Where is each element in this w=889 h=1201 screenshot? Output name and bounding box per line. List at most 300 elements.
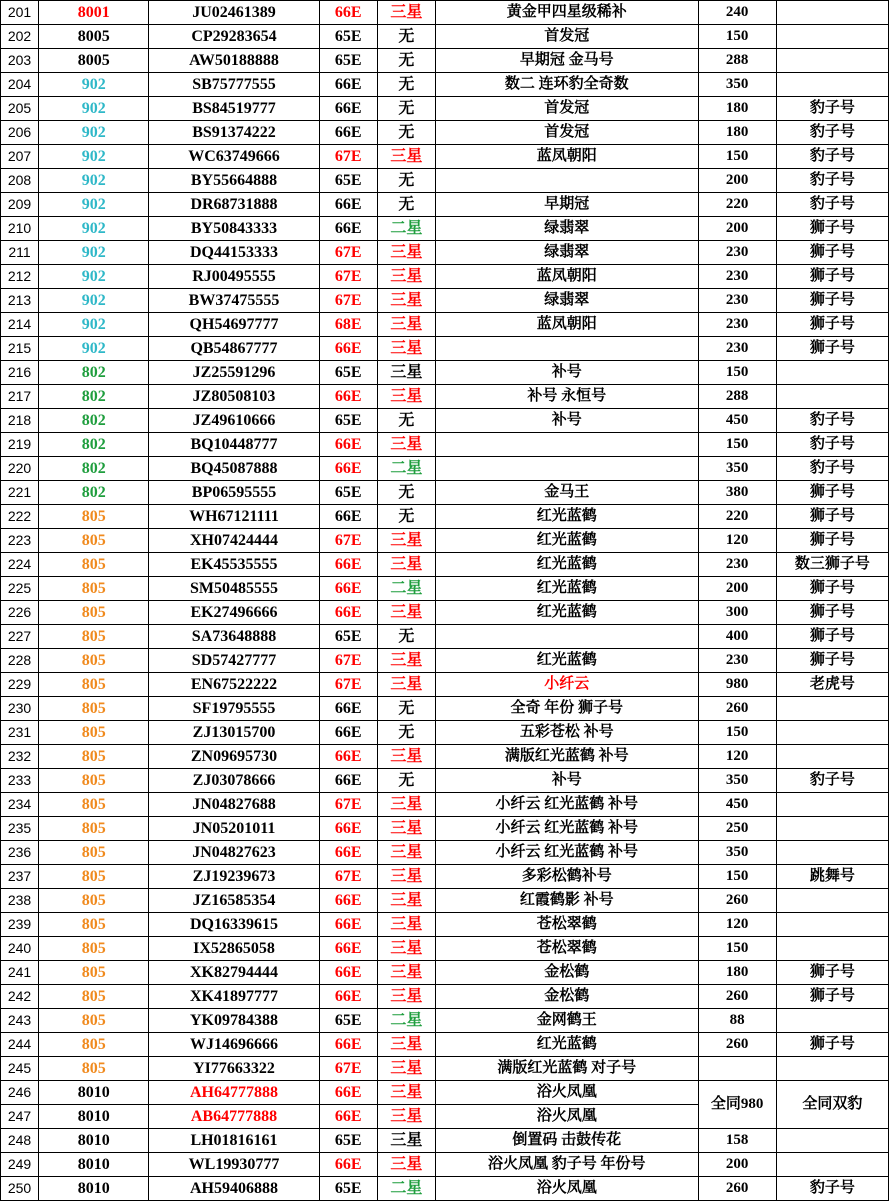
- row-price: 150: [698, 865, 776, 889]
- row-index: 224: [1, 553, 39, 577]
- row-price: 288: [698, 385, 776, 409]
- row-index: 242: [1, 985, 39, 1009]
- row-price: 180: [698, 961, 776, 985]
- row-grade: 66E: [319, 433, 377, 457]
- row-group: 805: [39, 937, 149, 961]
- row-note: 豹子号: [776, 1177, 888, 1201]
- row-description: 小纤云 红光蓝鹤 补号: [435, 817, 698, 841]
- row-note: [776, 697, 888, 721]
- row-note: [776, 73, 888, 97]
- row-index: 205: [1, 97, 39, 121]
- row-number: CP29283654: [149, 25, 319, 49]
- row-grade: 66E: [319, 457, 377, 481]
- row-star: 无: [377, 73, 435, 97]
- row-index: 201: [1, 1, 39, 25]
- row-number: EN67522222: [149, 673, 319, 697]
- row-description: 金松鹤: [435, 985, 698, 1009]
- row-star: 三星: [377, 817, 435, 841]
- row-note: 豹子号: [776, 409, 888, 433]
- row-note: [776, 913, 888, 937]
- row-description: 蓝凤朝阳: [435, 313, 698, 337]
- row-grade: 67E: [319, 865, 377, 889]
- row-price: 260: [698, 985, 776, 1009]
- row-grade: 66E: [319, 1, 377, 25]
- row-number: YK09784388: [149, 1009, 319, 1033]
- row-description: [435, 457, 698, 481]
- row-note: 狮子号: [776, 481, 888, 505]
- row-index: 207: [1, 145, 39, 169]
- row-description: 小纤云 红光蓝鹤 补号: [435, 793, 698, 817]
- row-star: 无: [377, 193, 435, 217]
- row-group: 902: [39, 241, 149, 265]
- row-star: 无: [377, 697, 435, 721]
- row-note: [776, 841, 888, 865]
- row-star: 三星: [377, 745, 435, 769]
- row-note: [776, 1057, 888, 1081]
- row-grade: 67E: [319, 793, 377, 817]
- row-group: 805: [39, 577, 149, 601]
- row-number: JZ16585354: [149, 889, 319, 913]
- row-index: 248: [1, 1129, 39, 1153]
- row-price: 350: [698, 769, 776, 793]
- row-number: QH54697777: [149, 313, 319, 337]
- row-number: XK82794444: [149, 961, 319, 985]
- row-description: 首发冠: [435, 97, 698, 121]
- row-price: 200: [698, 217, 776, 241]
- row-star: 二星: [377, 1177, 435, 1201]
- table-row: [1, 385, 889, 409]
- row-star: 无: [377, 409, 435, 433]
- row-price: 260: [698, 889, 776, 913]
- row-note: [776, 25, 888, 49]
- row-price: 150: [698, 25, 776, 49]
- row-index: 232: [1, 745, 39, 769]
- row-index: 244: [1, 1033, 39, 1057]
- row-note: 豹子号: [776, 433, 888, 457]
- row-note: 狮子号: [776, 289, 888, 313]
- table-row: [1, 265, 889, 289]
- table-row: [1, 865, 889, 889]
- row-number: AH59406888: [149, 1177, 319, 1201]
- row-grade: 66E: [319, 1105, 377, 1129]
- row-description: 五彩苍松 补号: [435, 721, 698, 745]
- row-star: 无: [377, 97, 435, 121]
- row-number: BP06595555: [149, 481, 319, 505]
- row-note: 狮子号: [776, 313, 888, 337]
- row-star: 无: [377, 625, 435, 649]
- row-group: 805: [39, 913, 149, 937]
- row-number: LH01816161: [149, 1129, 319, 1153]
- row-index: 237: [1, 865, 39, 889]
- row-star: 无: [377, 505, 435, 529]
- table-row: [1, 241, 889, 265]
- row-number: WC63749666: [149, 145, 319, 169]
- row-group: 902: [39, 121, 149, 145]
- row-index: 223: [1, 529, 39, 553]
- row-note: [776, 889, 888, 913]
- row-grade: 66E: [319, 601, 377, 625]
- row-price: 120: [698, 745, 776, 769]
- row-grade: 67E: [319, 1057, 377, 1081]
- row-group: 805: [39, 1009, 149, 1033]
- table-row: [1, 505, 889, 529]
- row-note: 豹子号: [776, 97, 888, 121]
- row-group: 8005: [39, 25, 149, 49]
- row-price: 220: [698, 193, 776, 217]
- row-price: 400: [698, 625, 776, 649]
- row-number: SM50485555: [149, 577, 319, 601]
- row-index: 240: [1, 937, 39, 961]
- row-number: JZ80508103: [149, 385, 319, 409]
- row-star: 三星: [377, 385, 435, 409]
- row-price: 230: [698, 649, 776, 673]
- row-grade: 65E: [319, 49, 377, 73]
- row-number: IX52865058: [149, 937, 319, 961]
- row-grade: 65E: [319, 1009, 377, 1033]
- table-row: [1, 49, 889, 73]
- row-group: 902: [39, 265, 149, 289]
- row-price: 120: [698, 529, 776, 553]
- row-number: AW50188888: [149, 49, 319, 73]
- row-price: 450: [698, 409, 776, 433]
- row-description: 数二 连环豹全奇数: [435, 73, 698, 97]
- row-number: ZJ13015700: [149, 721, 319, 745]
- row-number: JN04827623: [149, 841, 319, 865]
- row-description: 红光蓝鹤: [435, 505, 698, 529]
- row-index: 239: [1, 913, 39, 937]
- row-price: 230: [698, 289, 776, 313]
- row-group: 8001: [39, 1, 149, 25]
- row-description: 浴火凤凰: [435, 1177, 698, 1201]
- row-star: 三星: [377, 1033, 435, 1057]
- row-note: 狮子号: [776, 985, 888, 1009]
- table-row: [1, 1, 889, 25]
- row-index: 238: [1, 889, 39, 913]
- row-star: 无: [377, 49, 435, 73]
- row-description: [435, 625, 698, 649]
- row-star: 三星: [377, 1081, 435, 1105]
- row-star: 三星: [377, 433, 435, 457]
- row-grade: 66E: [319, 73, 377, 97]
- row-description: 多彩松鹤补号: [435, 865, 698, 889]
- table-row: [1, 121, 889, 145]
- row-note: [776, 1129, 888, 1153]
- row-note: [776, 361, 888, 385]
- table-row: [1, 1153, 889, 1177]
- row-number: JZ49610666: [149, 409, 319, 433]
- row-star: 三星: [377, 361, 435, 385]
- row-note: [776, 937, 888, 961]
- row-star: 三星: [377, 1153, 435, 1177]
- row-note: 跳舞号: [776, 865, 888, 889]
- row-number: SD57427777: [149, 649, 319, 673]
- row-group: 902: [39, 97, 149, 121]
- row-number: BS91374222: [149, 121, 319, 145]
- row-note: [776, 721, 888, 745]
- row-description: 蓝凤朝阳: [435, 145, 698, 169]
- row-number: BQ10448777: [149, 433, 319, 457]
- table-row: [1, 601, 889, 625]
- row-price: 380: [698, 481, 776, 505]
- row-description: 金网鹤王: [435, 1009, 698, 1033]
- row-number: WL19930777: [149, 1153, 319, 1177]
- row-star: 二星: [377, 1009, 435, 1033]
- row-group: 902: [39, 337, 149, 361]
- row-star: 三星: [377, 313, 435, 337]
- row-group: 805: [39, 961, 149, 985]
- row-note: [776, 1, 888, 25]
- row-number: JN04827688: [149, 793, 319, 817]
- table-row: [1, 1057, 889, 1081]
- row-grade: 66E: [319, 841, 377, 865]
- row-group: 802: [39, 457, 149, 481]
- row-star: 三星: [377, 337, 435, 361]
- row-description: 红光蓝鹤: [435, 553, 698, 577]
- row-note: 豹子号: [776, 169, 888, 193]
- row-grade: 65E: [319, 1129, 377, 1153]
- table-row: [1, 289, 889, 313]
- row-grade: 66E: [319, 961, 377, 985]
- row-note: 豹子号: [776, 769, 888, 793]
- row-price: 300: [698, 601, 776, 625]
- row-description: 红光蓝鹤: [435, 1033, 698, 1057]
- row-note: 豹子号: [776, 193, 888, 217]
- row-group: 805: [39, 985, 149, 1009]
- row-group: 805: [39, 673, 149, 697]
- row-index: 221: [1, 481, 39, 505]
- row-index: 231: [1, 721, 39, 745]
- row-index: 216: [1, 361, 39, 385]
- row-note: [776, 1009, 888, 1033]
- row-note: [776, 49, 888, 73]
- row-index: 217: [1, 385, 39, 409]
- row-grade: 66E: [319, 193, 377, 217]
- row-description: 补号: [435, 409, 698, 433]
- row-description: 小纤云 红光蓝鹤 补号: [435, 841, 698, 865]
- row-grade: 66E: [319, 1153, 377, 1177]
- row-description: 红光蓝鹤: [435, 601, 698, 625]
- row-number: BS84519777: [149, 97, 319, 121]
- table-body: [1, 1, 889, 1201]
- row-grade: 66E: [319, 385, 377, 409]
- row-description: [435, 169, 698, 193]
- row-description: 红霞鹤影 补号: [435, 889, 698, 913]
- table-row: [1, 73, 889, 97]
- row-number: AB64777888: [149, 1105, 319, 1129]
- row-price: 260: [698, 1177, 776, 1201]
- row-price: 250: [698, 817, 776, 841]
- row-price: 200: [698, 1153, 776, 1177]
- row-description: 黄金甲四星级稀补: [435, 1, 698, 25]
- row-note: 狮子号: [776, 961, 888, 985]
- row-note: 狮子号: [776, 601, 888, 625]
- row-number: WH67121111: [149, 505, 319, 529]
- row-star: 二星: [377, 577, 435, 601]
- row-star: 三星: [377, 793, 435, 817]
- row-group: 805: [39, 889, 149, 913]
- row-number: RJ00495555: [149, 265, 319, 289]
- table-row: [1, 145, 889, 169]
- row-description: 补号: [435, 769, 698, 793]
- row-index: 233: [1, 769, 39, 793]
- row-grade: 66E: [319, 937, 377, 961]
- row-description: 红光蓝鹤: [435, 577, 698, 601]
- row-number: DR68731888: [149, 193, 319, 217]
- row-description: 小纤云: [435, 673, 698, 697]
- row-index: 245: [1, 1057, 39, 1081]
- row-group: 802: [39, 385, 149, 409]
- table-row: [1, 745, 889, 769]
- row-index: 208: [1, 169, 39, 193]
- row-grade: 66E: [319, 121, 377, 145]
- row-description: 首发冠: [435, 25, 698, 49]
- row-index: 230: [1, 697, 39, 721]
- table-row: [1, 1009, 889, 1033]
- row-note: [776, 385, 888, 409]
- row-group: 902: [39, 289, 149, 313]
- table-row: [1, 721, 889, 745]
- table-row: [1, 193, 889, 217]
- row-note: 狮子号: [776, 265, 888, 289]
- row-description: 绿翡翠: [435, 217, 698, 241]
- table-row: [1, 169, 889, 193]
- row-group: 902: [39, 193, 149, 217]
- row-price: 150: [698, 433, 776, 457]
- row-index: 203: [1, 49, 39, 73]
- table-row: [1, 889, 889, 913]
- row-number: BY50843333: [149, 217, 319, 241]
- row-price: 230: [698, 241, 776, 265]
- row-star: 无: [377, 169, 435, 193]
- row-description: 早期冠 金马号: [435, 49, 698, 73]
- table-row: [1, 817, 889, 841]
- row-star: 三星: [377, 1105, 435, 1129]
- row-index: 206: [1, 121, 39, 145]
- row-index: 247: [1, 1105, 39, 1129]
- table-row: [1, 697, 889, 721]
- row-grade: 67E: [319, 145, 377, 169]
- row-grade: 66E: [319, 697, 377, 721]
- row-index: 229: [1, 673, 39, 697]
- row-index: 250: [1, 1177, 39, 1201]
- row-description: 浴火凤凰 豹子号 年份号: [435, 1153, 698, 1177]
- row-note-merged: 全同双豹: [776, 1081, 888, 1129]
- row-price: 200: [698, 577, 776, 601]
- row-star: 三星: [377, 265, 435, 289]
- row-number: AH64777888: [149, 1081, 319, 1105]
- row-star: 三星: [377, 961, 435, 985]
- row-group: 8005: [39, 49, 149, 73]
- row-index: 249: [1, 1153, 39, 1177]
- row-group: 902: [39, 313, 149, 337]
- table-row: [1, 313, 889, 337]
- row-note: 数三狮子号: [776, 553, 888, 577]
- row-grade: 66E: [319, 553, 377, 577]
- row-note: 狮子号: [776, 337, 888, 361]
- row-grade: 66E: [319, 97, 377, 121]
- row-group: 805: [39, 841, 149, 865]
- row-star: 三星: [377, 937, 435, 961]
- row-note: 狮子号: [776, 649, 888, 673]
- row-number: ZN09695730: [149, 745, 319, 769]
- row-description: 金松鹤: [435, 961, 698, 985]
- row-star: 三星: [377, 145, 435, 169]
- row-description: 满版红光蓝鹤 补号: [435, 745, 698, 769]
- row-star: 三星: [377, 529, 435, 553]
- table-row: [1, 217, 889, 241]
- row-grade: 66E: [319, 985, 377, 1009]
- row-grade: 66E: [319, 217, 377, 241]
- table-row: [1, 937, 889, 961]
- row-note: 狮子号: [776, 529, 888, 553]
- row-note: [776, 817, 888, 841]
- row-star: 三星: [377, 865, 435, 889]
- row-description: [435, 433, 698, 457]
- row-price: 158: [698, 1129, 776, 1153]
- row-number: YI77663322: [149, 1057, 319, 1081]
- row-group: 902: [39, 73, 149, 97]
- table-row: [1, 553, 889, 577]
- row-star: 三星: [377, 601, 435, 625]
- row-index: 213: [1, 289, 39, 313]
- row-price: 288: [698, 49, 776, 73]
- row-grade: 65E: [319, 1177, 377, 1201]
- row-group: 8010: [39, 1081, 149, 1105]
- table-row: [1, 1177, 889, 1201]
- row-index: 211: [1, 241, 39, 265]
- table-row: [1, 961, 889, 985]
- table-row: [1, 625, 889, 649]
- row-note: [776, 793, 888, 817]
- row-price: 220: [698, 505, 776, 529]
- row-grade: 66E: [319, 769, 377, 793]
- row-grade: 65E: [319, 481, 377, 505]
- row-number: EK45535555: [149, 553, 319, 577]
- row-note: 老虎号: [776, 673, 888, 697]
- row-group: 802: [39, 361, 149, 385]
- row-group: 805: [39, 769, 149, 793]
- row-number: JZ25591296: [149, 361, 319, 385]
- table-row: [1, 913, 889, 937]
- row-grade: 67E: [319, 241, 377, 265]
- row-price: [698, 1057, 776, 1081]
- row-price-merged: 全同980: [698, 1081, 776, 1129]
- row-note: 狮子号: [776, 505, 888, 529]
- row-group: 805: [39, 793, 149, 817]
- row-star: 三星: [377, 841, 435, 865]
- row-group: 902: [39, 217, 149, 241]
- row-description: 金马王: [435, 481, 698, 505]
- row-group: 805: [39, 553, 149, 577]
- row-index: 243: [1, 1009, 39, 1033]
- table-row: [1, 361, 889, 385]
- table-row: [1, 1033, 889, 1057]
- table-row: [1, 673, 889, 697]
- row-description: 蓝凤朝阳: [435, 265, 698, 289]
- row-group: 8010: [39, 1153, 149, 1177]
- row-index: 228: [1, 649, 39, 673]
- row-price: 230: [698, 553, 776, 577]
- row-number: BQ45087888: [149, 457, 319, 481]
- row-price: 350: [698, 841, 776, 865]
- row-note: 狮子号: [776, 625, 888, 649]
- row-description: 倒置码 击鼓传花: [435, 1129, 698, 1153]
- row-index: 222: [1, 505, 39, 529]
- row-grade: 65E: [319, 409, 377, 433]
- row-price: 180: [698, 97, 776, 121]
- row-grade: 66E: [319, 745, 377, 769]
- row-grade: 66E: [319, 337, 377, 361]
